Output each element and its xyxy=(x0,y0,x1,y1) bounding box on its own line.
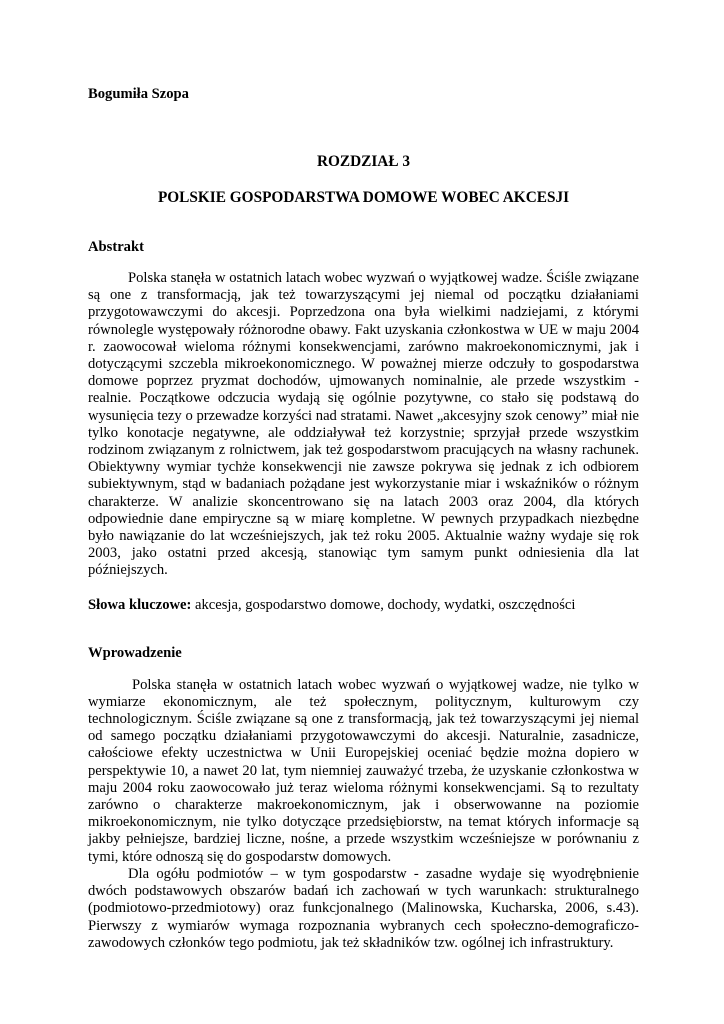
introduction-heading: Wprowadzenie xyxy=(88,644,182,661)
chapter-title: POLSKIE GOSPODARSTWA DOMOWE WOBEC AKCESJI xyxy=(157,189,570,206)
abstract-heading: Abstrakt xyxy=(88,239,144,255)
introduction-paragraph: Polska stanęła w ostatnich latach wobec wyzwań o wyjątkowej wadze, nie tylko w wymiarze ekonomicznym, ale też społecznym, politycznym, kulturowym czy technologicznym. Ściśle związane są one z transformacją, jak też towarzyszącymi jej niemal od samego początku działaniami przygotowawczymi do akcesji. Naturalnie, zasadnicze, całościowe efekty uczestnictwa w Unii Europejskiej oceniać będzie można dopiero w perspektywie 10, a nawet 20 lat, tym niemniej zauważyć trzeba, że uzyskanie członkostwa w maju 2004 roku zaowocowało już teraz wieloma różnymi konsekwencjami. Są to rezultaty zarówno o charakterze makroekonomicznym, jak i obserwowanne na poziomie mikroekonomicznym, nie tylko dotyczące przedsiębiorstw, na temat których informacje są jakby pełniejsze, bardziej liczne, nośne, a przede wszystkim wcześniejsze w porównaniu z tymi, które odnoszą się do gospodarstw domowych. xyxy=(88,676,639,865)
chapter-label: ROZDZIAŁ 3 xyxy=(316,153,411,170)
abstract-text: Polska stanęła w ostatnich latach wobec wyzwań o wyjątkowej wadze. Ściśle związane są one z transformacją, jak też towarzyszącymi jej niemal od początku działaniami przygotowawczymi do akcesji. Poprzedzona ona była wielkimi nadziejami, z którymi równolegle występowały różnorodne obawy. Fakt uzyskania członkostwa w UE w maju 2004 r. zaowocował wieloma różnymi konsekwencjami, zarówno makroekonomicznymi, jak i dotyczącymi szczebla mikroekonomicznego. W poważnej mierze odczuły to gospodarstwa domowe poprzez pryzmat dochodów, ujmowanych nominalnie, ale przede wszystkim - realnie. Początkowe odczucia wydają się ogólnie pozytywne, co stało się podstawą do wysunięcia tezy o przewadze korzyści nad stratami. Nawet „akcesyjny szok cenowy” miał nie tylko konotacje negatywne, ale oddziaływał też korzystnie; sprzyjał przede wszystkim rodzinom związanym z rolnictwem, jak też gospodarstwom pracujących na własny rachunek. Obiektywny wymiar tychże konsekwencji nie zawsze pokrywa się jednak z ich odbiorem subiektywnym, stąd w badaniach pożądane jest wykorzystanie miar i wskaźników o różnym charakterze. W analizie skoncentrowano się na latach 2003 oraz 2004, dla których odpowiednie dane empiryczne są w miarę kompletne. W pewnych przypadkach niezbędne było nawiązanie do lat wcześniejszych, jak też roku 2005. Aktualnie ważny wydaje się rok 2003, jako ostatni przed akcesją, stanowiąc tym samym punkt odniesienia dla lat późniejszych. xyxy=(88,270,639,579)
keywords-line xyxy=(88,597,639,614)
author-name: Bogumiła Szopa xyxy=(88,86,189,102)
keywords-label: Słowa kluczowe: xyxy=(88,596,192,613)
keywords-text: akcesja, gospodarstwo domowe, dochody, wydatki, oszczędności xyxy=(191,596,576,613)
document-page xyxy=(88,86,639,952)
introduction-paragraph: Dla ogółu podmiotów – w tym gospodarstw - zasadne wydaje się wyodrębnienie dwóch podstawowych obszarów badań ich zachowań w tych warunkach: strukturalnego (podmiotowo-przedmiotowy) oraz funkcjonalnego (Malinowska, Kucharska, 2006, s.43). Pierwszy z wymiarów wymaga rozpoznania wybranych cech społeczno-demograficzo-zawodowych członków tego podmiotu, jak też składników tzw. ogólnej ich infrastruktury. xyxy=(88,865,639,951)
